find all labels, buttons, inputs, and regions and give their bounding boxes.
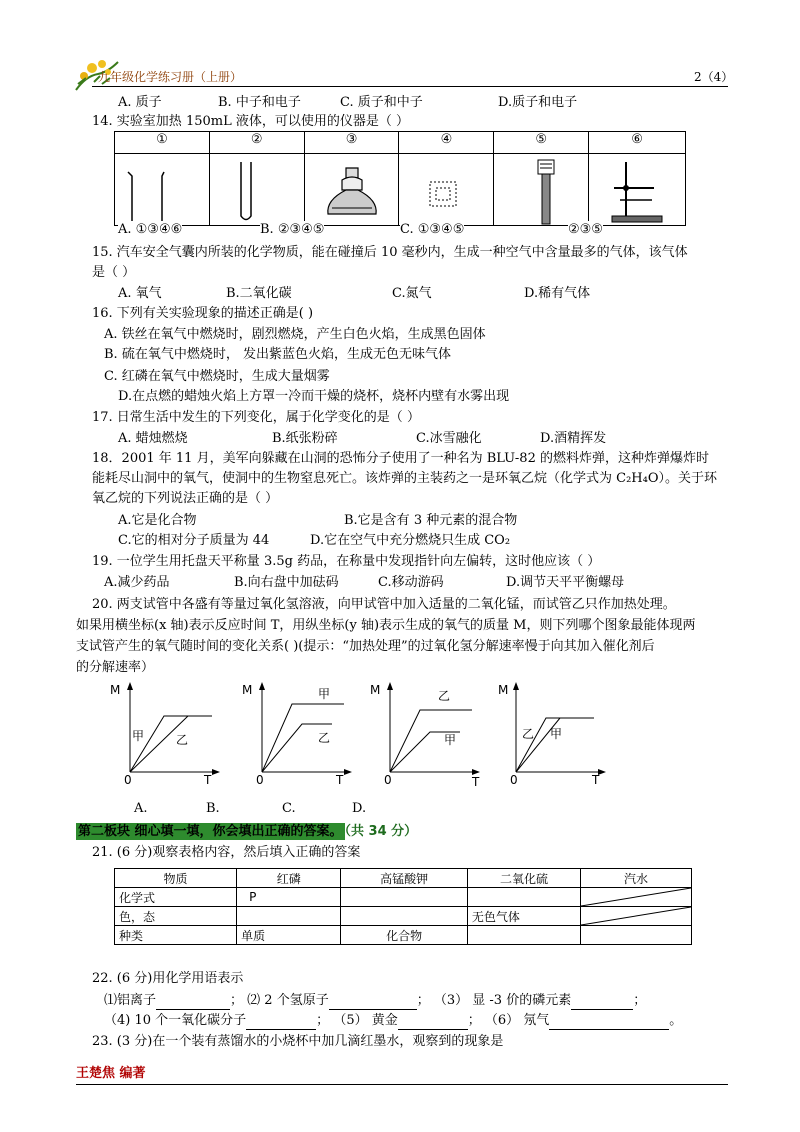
footer-author: 王楚焦 编著 [76, 1066, 146, 1081]
q18-option-d: D.它在空气中充分燃烧只生成 CO₂ [310, 533, 511, 548]
q21-cell-diagonal [581, 907, 692, 926]
q15-option-a: A. 氧气 [118, 286, 162, 301]
q21-cell [237, 907, 341, 926]
graph-d-x-label: T [592, 773, 600, 786]
q21-header-cell: 红磷 [237, 869, 341, 888]
q22-item4-label: （4) 10 个一氧化碳分子 [104, 1013, 247, 1028]
q22-line1 [104, 992, 646, 1010]
q14-col-5: ⑤ [535, 132, 548, 147]
q20-graph-d [494, 676, 614, 786]
iron-stand-icon [606, 158, 666, 224]
q14-option-a: A. ①③④⑥ [118, 222, 183, 237]
graph-b-origin: 0 [256, 773, 264, 786]
q22-item4-end: ； [316, 1013, 330, 1028]
q21-header-cell: 汽水 [581, 869, 692, 888]
q20-line2: 如果用横坐标(x 轴)表示反应时间 T，用纵坐标(y 轴)表示生成的氧气的质量 M，则下列哪个图象最能体现两 [76, 618, 696, 633]
q19-option-b: B.向右盘中加砝码 [234, 575, 339, 590]
graph-c-curve-1-label: 乙 [438, 689, 451, 703]
q14-col-1: ① [156, 132, 168, 147]
graph-c-curve-1 [390, 710, 472, 772]
q13-option-c: C. 质子和中子 [340, 95, 423, 110]
q21-cell: 化学式 [115, 888, 237, 907]
graph-d-origin: 0 [510, 773, 518, 786]
q14-col-6: ⑥ [631, 132, 643, 147]
graph-a-curve-1-label: 甲 [132, 729, 145, 743]
graph-b-curve-1 [262, 704, 344, 772]
graph-a-y-label: M [110, 683, 121, 697]
footer-rule [76, 1084, 728, 1085]
q22-item5-blank[interactable] [398, 1012, 468, 1030]
q22-item5-end: ； [467, 1013, 481, 1028]
q23-stem: 23. (3 分)在一个装有蒸馏水的小烧杯中加几滴红墨水，观察到的现象是 [92, 1034, 504, 1049]
q14-option-c: C. ①③④⑤ [400, 222, 465, 237]
section2-title: 第二板块 细心填一填，你会填出正确的答案。 [78, 824, 343, 839]
q20-graph-d-label: D. [352, 801, 367, 816]
q21-cell: 色，态 [115, 907, 237, 926]
q22-item4-blank[interactable] [246, 1012, 316, 1030]
q19-option-d: D.调节天平平衡螺母 [506, 575, 625, 590]
alcohol-lamp-icon [322, 164, 382, 222]
q21-header-cell: 高锰酸钾 [341, 869, 468, 888]
table-row [115, 907, 692, 926]
q18-option-c: C.它的相对分子质量为 44 [118, 533, 270, 548]
q21-cell [467, 926, 580, 945]
q15-option-c: C.氮气 [392, 286, 432, 301]
q20-graph-a-label: A. [134, 801, 148, 816]
q20-graph-c-label: C. [282, 801, 296, 816]
graph-d-curve-2-label: 甲 [550, 727, 563, 741]
graph-a-x-label: T [204, 773, 212, 786]
q22-item1-end: ； [230, 993, 244, 1008]
q22-item6-end: 。 [669, 1013, 683, 1028]
q18-line1: 18．2001 年 11 月，美军向躲藏在山洞的恐怖分子使用了一种名为 BLU-82 的燃料炸弹，这种炸弹爆炸时 [92, 451, 709, 466]
section2-score: （共 34 分） [344, 824, 418, 839]
q21-cell [581, 926, 692, 945]
q22-item1-blank[interactable] [156, 992, 230, 1010]
q20-line3: 支试管产生的氧气随时间的变化关系( )(提示：“加热处理”的过氧化氢分解速率慢于向其加入催化剂后 [76, 639, 655, 654]
q15-line1: 15. 汽车安全气囊内所装的化学物质，能在碰撞后 10 毫秒内，生成一种空气中含量最多的气体，该气体 [92, 245, 688, 260]
wire-gauze-icon [426, 178, 460, 210]
q17-option-a: A. 蜡烛燃烧 [118, 431, 188, 446]
q21-cell [467, 888, 580, 907]
q21-cell: 种类 [115, 926, 237, 945]
q21-header-cell: 物质 [115, 869, 237, 888]
q15-option-d: D.稀有气体 [524, 286, 591, 301]
q15-line2: 是（ ） [92, 265, 136, 280]
q22-stem: 22. (6 分)用化学用语表示 [92, 971, 244, 986]
q16-stem: 16. 下列有关实验现象的描述正确是( ) [92, 306, 314, 321]
q13-option-d: D.质子和电子 [498, 95, 578, 110]
q20-graph-b [240, 676, 360, 786]
graph-b-curve-2-label: 乙 [318, 731, 331, 745]
q19-option-c: C.移动游码 [378, 575, 444, 590]
q14-option-b: B. ②③④⑤ [260, 222, 325, 237]
q21-cell: P [237, 888, 341, 907]
q21-cell: 化合物 [341, 926, 468, 945]
q22-item6-label: （6） 氖气 [484, 1013, 550, 1028]
q22-line2 [104, 1012, 682, 1030]
q20-graph-b-label: B. [206, 801, 220, 816]
graph-c-curve-2-label: 甲 [444, 733, 457, 747]
graph-a-curve-2-label: 乙 [176, 733, 189, 747]
section2-heading [76, 820, 417, 839]
q14-col-2: ② [250, 132, 263, 147]
q16-option-a: A. 铁丝在氧气中燃烧时，剧烈燃烧，产生白色火焰，生成黑色固体 [104, 327, 486, 342]
test-tube-icon [238, 160, 254, 224]
q18-line2: 能耗尽山洞中的氧气，使洞中的生物窒息死亡。该炸弹的主装药之一是环氧乙烷（化学式为 C₂H₄O）。关于环 [92, 471, 717, 486]
q21-table [114, 868, 692, 945]
q21-cell [341, 888, 468, 907]
q21-cell-diagonal [581, 888, 692, 907]
graph-a-curve-1 [130, 716, 212, 772]
graph-d-y-label: M [498, 683, 509, 697]
graph-c-y-label: M [370, 683, 381, 697]
q15-option-b: B.二氧化碳 [226, 286, 292, 301]
q13-option-b: B. 中子和电子 [218, 95, 301, 110]
q14-col-4: ④ [440, 132, 453, 147]
q22-item3-end: ； [633, 993, 647, 1008]
table-row [115, 869, 692, 888]
q22-item5-label: （5） 黄金 [333, 1013, 398, 1028]
graph-b-curve-1-label: 甲 [318, 687, 331, 701]
q21-cell: 单质 [237, 926, 341, 945]
q20-line4: 的分解速率） [76, 660, 155, 675]
graph-a-origin: 0 [124, 773, 132, 786]
q14-stem: 14. 实验室加热 150mL 液体，可以使用的仪器是（ ） [92, 114, 409, 129]
header-rule [92, 86, 728, 87]
q13-option-a: A. 质子 [118, 95, 162, 110]
table-row [115, 926, 692, 945]
header-title: 九年级化学练习册（上册） [98, 70, 243, 84]
q17-stem: 17. 日常生活中发生的下列变化，属于化学变化的是（ ） [92, 410, 420, 425]
graph-b-x-label: T [336, 773, 344, 786]
q14-col-3: ③ [345, 132, 358, 147]
q22-item6-blank[interactable] [549, 1012, 669, 1030]
q22-item2-label: ⑵ 2 个氢原子 [247, 993, 329, 1008]
q22-item2-blank[interactable] [329, 992, 417, 1010]
q14-apparatus-table [114, 131, 686, 226]
q18-option-a: A.它是化合物 [118, 513, 197, 528]
graph-b-y-label: M [242, 683, 253, 697]
q21-stem: 21. (6 分)观察表格内容，然后填入正确的答案 [92, 845, 361, 860]
q17-option-d: D.酒精挥发 [540, 431, 607, 446]
q16-option-d: D.在点燃的蜡烛火焰上方罩一冷而干燥的烧杯，烧杯内壁有水雾出现 [118, 389, 510, 404]
q20-graph-a [108, 676, 228, 786]
q20-line1: 20. 两支试管中各盛有等量过氧化氢溶液，向甲试管中加入适量的二氧化锰，而试管乙只作加热处理。 [92, 597, 676, 612]
beaker-icon [126, 168, 166, 224]
graph-c-origin: 0 [384, 773, 392, 786]
q21-cell: 无色气体 [467, 907, 580, 926]
q21-header-cell: 二氧化硫 [467, 869, 580, 888]
graph-c-x-label: T [472, 775, 480, 786]
q16-option-c: C. 红磷在氧气中燃烧时，生成大量烟雾 [104, 369, 330, 384]
header-page-number: 2（4） [694, 70, 734, 84]
q22-item1-label: ⑴铝离子 [104, 993, 157, 1008]
q20-graph-c [368, 676, 488, 786]
q17-option-c: C.冰雪融化 [416, 431, 482, 446]
q17-option-b: B.纸张粉碎 [272, 431, 338, 446]
graph-d-curve-1-label: 乙 [522, 727, 535, 741]
q22-item2-end: ； [416, 993, 430, 1008]
q18-option-b: B.它是含有 3 种元素的混合物 [344, 513, 518, 528]
q14-option-d: ②③⑤ [568, 222, 603, 237]
q22-item3-label: （3） 显 -3 价的磷元素 [433, 993, 572, 1008]
q21-cell [341, 907, 468, 926]
q19-stem: 19. 一位学生用托盘天平称量 3.5g 药品，在称量中发现指针向左偏转，这时他应该（ ） [92, 554, 601, 569]
q16-option-b: B. 硫在氧气中燃烧时， 发出紫蓝色火焰，生成无色无味气体 [104, 347, 451, 362]
q22-item3-blank[interactable] [571, 992, 633, 1010]
tube-holder-icon [534, 156, 560, 226]
q19-option-a: A.减少药品 [104, 575, 170, 590]
table-row [115, 888, 692, 907]
q18-line3: 氧乙烷的下列说法正确的是（ ） [92, 491, 279, 506]
